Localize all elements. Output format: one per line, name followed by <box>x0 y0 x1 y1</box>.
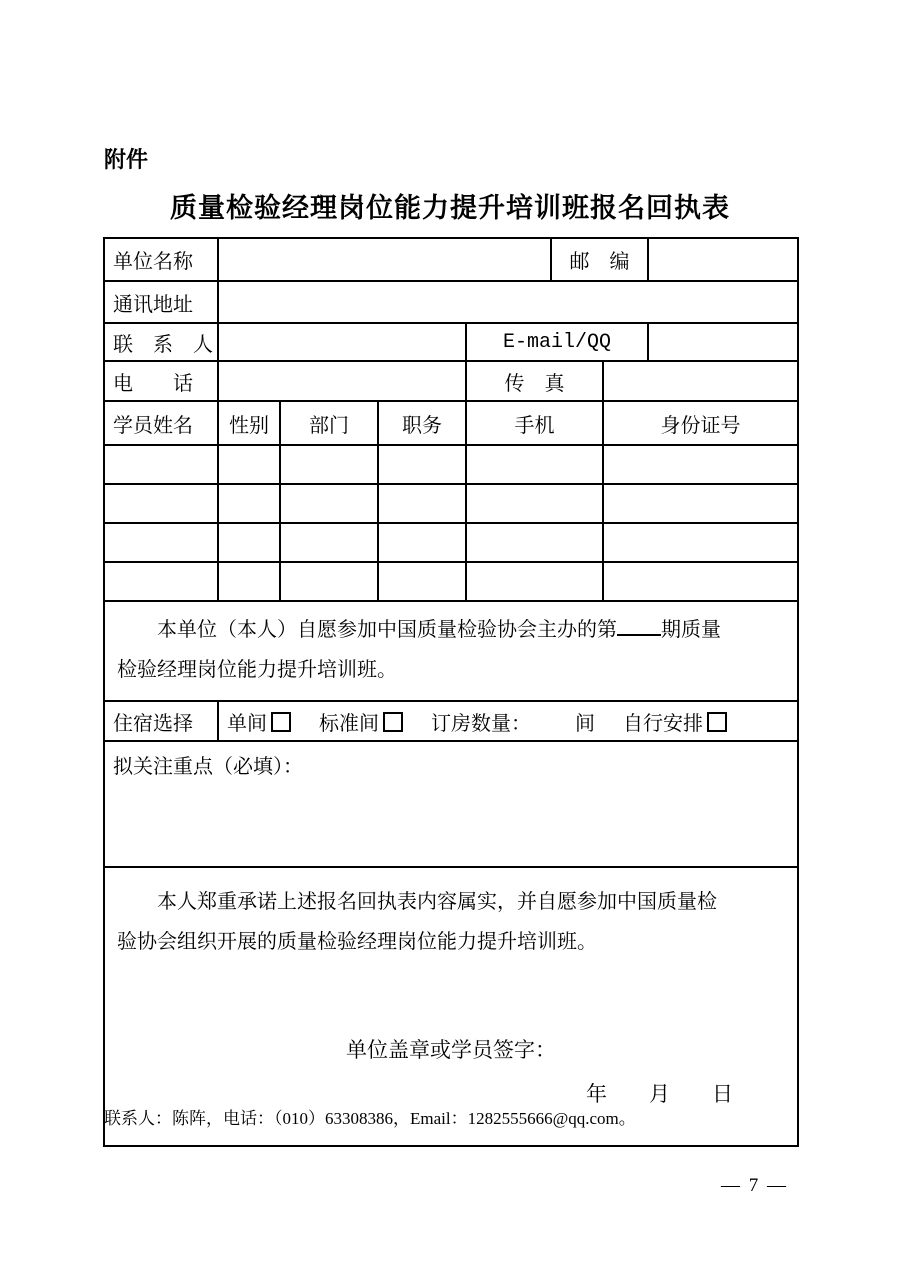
accommodation-label: 住宿选择 <box>104 701 218 741</box>
student-row <box>104 484 798 523</box>
email-qq-input[interactable] <box>648 323 798 361</box>
fax-label: 传 真 <box>466 361 603 401</box>
address-input[interactable] <box>218 281 798 323</box>
student-name-input[interactable] <box>104 484 218 523</box>
table-row <box>104 281 798 323</box>
single-room-checkbox[interactable] <box>271 712 291 732</box>
gender-input[interactable] <box>218 445 280 484</box>
address-label: 通讯地址 <box>104 281 218 323</box>
self-arrange-checkbox[interactable] <box>707 712 727 732</box>
room-unit-label: 间 <box>575 712 595 735</box>
student-name-input[interactable] <box>104 523 218 562</box>
department-input[interactable] <box>280 484 378 523</box>
registration-form-table <box>103 237 799 1147</box>
postal-code-label: 邮 编 <box>551 238 648 281</box>
commitment-line2: 验协会组织开展的质量检验经理岗位能力提升培训班。 <box>117 931 597 953</box>
date-label[interactable]: 年 月 日 <box>586 1082 733 1106</box>
fax-input[interactable] <box>603 361 798 401</box>
position-input[interactable] <box>378 562 466 601</box>
gender-input[interactable] <box>218 484 280 523</box>
student-row <box>104 445 798 484</box>
gender-input[interactable] <box>218 562 280 601</box>
unit-name-label: 单位名称 <box>104 238 218 281</box>
table-row <box>104 323 798 361</box>
participation-line2: 检验经理岗位能力提升培训班。 <box>117 659 397 681</box>
department-header: 部门 <box>280 401 378 445</box>
participation-line1: 本单位（本人）自愿参加中国质量检验协会主办的第 期质量 <box>117 608 785 650</box>
signature-label[interactable]: 单位盖章或学员签字： <box>346 1038 556 1062</box>
position-input[interactable] <box>378 445 466 484</box>
page-title: 质量检验经理岗位能力提升培训班报名回执表 <box>170 193 730 223</box>
department-input[interactable] <box>280 445 378 484</box>
participation-row <box>104 601 798 701</box>
attachment-label: 附件 <box>104 147 149 172</box>
mobile-input[interactable] <box>466 523 603 562</box>
accommodation-row <box>104 701 798 741</box>
contact-person-label: 联 系 人 <box>104 323 218 361</box>
mobile-input[interactable] <box>466 484 603 523</box>
accommodation-options <box>218 701 798 741</box>
postal-code-input[interactable] <box>648 238 798 281</box>
student-row <box>104 523 798 562</box>
position-header: 职务 <box>378 401 466 445</box>
gender-header: 性别 <box>218 401 280 445</box>
self-arrange-label: 自行安排 <box>623 712 703 735</box>
focus-area[interactable] <box>104 741 798 867</box>
department-input[interactable] <box>280 523 378 562</box>
participation-statement <box>104 601 798 701</box>
standard-room-label: 标准间 <box>319 712 379 735</box>
student-header-row <box>104 401 798 445</box>
position-input[interactable] <box>378 484 466 523</box>
email-qq-label: E-mail/QQ <box>466 323 648 361</box>
single-room-label: 单间 <box>227 712 267 735</box>
id-number-input[interactable] <box>603 484 798 523</box>
unit-name-input[interactable] <box>218 238 551 281</box>
gender-input[interactable] <box>218 523 280 562</box>
id-number-input[interactable] <box>603 562 798 601</box>
id-number-header: 身份证号 <box>603 401 798 445</box>
id-number-input[interactable] <box>603 523 798 562</box>
mobile-header: 手机 <box>466 401 603 445</box>
mobile-input[interactable] <box>466 562 603 601</box>
focus-label: 拟关注重点（必填）： <box>113 756 303 778</box>
booking-qty-label: 订房数量： <box>431 712 531 735</box>
phone-input[interactable] <box>218 361 466 401</box>
student-name-input[interactable] <box>104 562 218 601</box>
focus-row <box>104 741 798 867</box>
footer-contact: 联系人：陈阵，电话：（010）63308386，Email：1282555666@qq.com。 <box>104 1109 636 1128</box>
session-number-blank[interactable] <box>617 608 661 636</box>
position-input[interactable] <box>378 523 466 562</box>
commitment-line1: 本人郑重承诺上述报名回执表内容属实，并自愿参加中国质量检 <box>157 891 717 913</box>
student-row <box>104 562 798 601</box>
page-number: — 7 — <box>721 1175 788 1196</box>
department-input[interactable] <box>280 562 378 601</box>
mobile-input[interactable] <box>466 445 603 484</box>
phone-label: 电 话 <box>104 361 218 401</box>
standard-room-checkbox[interactable] <box>383 712 403 732</box>
table-row <box>104 238 798 281</box>
student-name-header: 学员姓名 <box>104 401 218 445</box>
student-name-input[interactable] <box>104 445 218 484</box>
contact-person-input[interactable] <box>218 323 466 361</box>
id-number-input[interactable] <box>603 445 798 484</box>
table-row <box>104 361 798 401</box>
